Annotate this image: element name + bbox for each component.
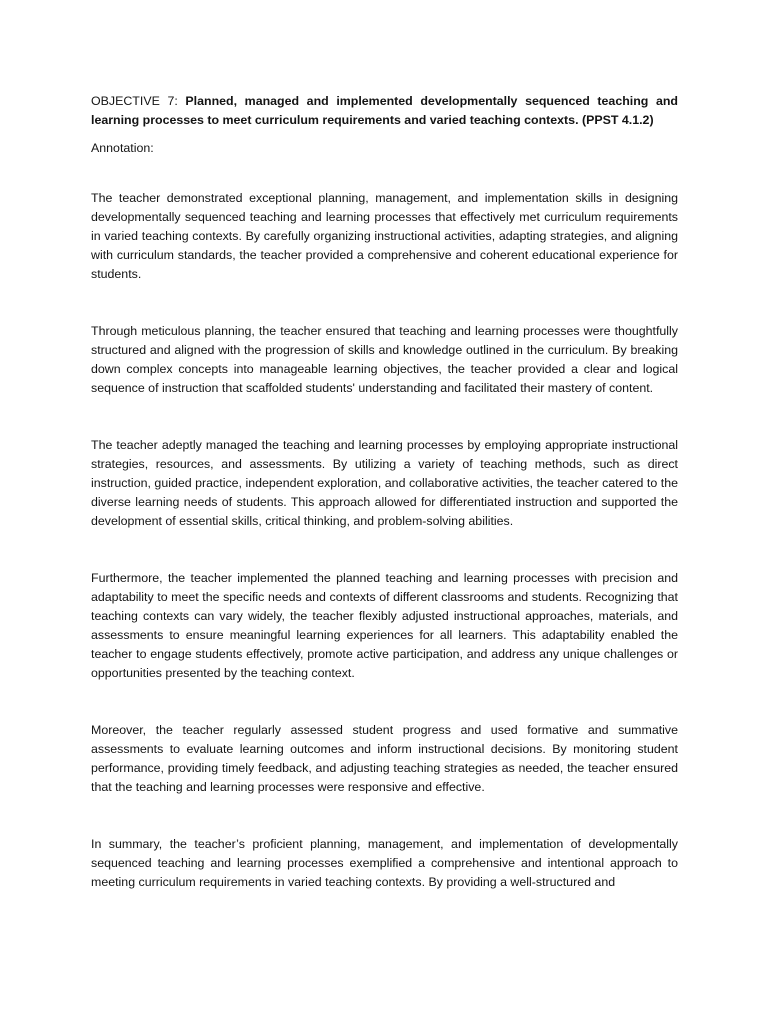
paragraph-1: The teacher demonstrated exceptional planning, management, and implementation skills in designing developmentally sequenced teaching and learning processes that effectively met curriculum requirements in varied teaching contexts. By carefully organizing instructional activities, adapting strategies, and aligning with curriculum standards, the teacher provided a comprehensive and coherent educational experience for students. — [91, 191, 678, 281]
objective-prefix: OBJECTIVE 7: — [91, 94, 186, 108]
paragraph-2: Through meticulous planning, the teacher ensured that teaching and learning processes were thoughtfully structured and aligned with the progression of skills and knowledge outlined in the curriculum. By breaking down complex concepts into manageable learning objectives, the teacher provided a clear and logical sequence of instruction that scaffolded students' understanding and facilitated their mastery of content. — [91, 324, 678, 395]
document-page — [91, 92, 678, 892]
objective-heading — [91, 92, 678, 130]
annotation-label: Annotation: — [91, 141, 154, 155]
paragraph-6: In summary, the teacher’s proficient planning, management, and implementation of developmentally sequenced teaching and learning processes exemplified a comprehensive and intentional approach to meeting curriculum requirements in varied teaching contexts. By providing a well-structured and — [91, 837, 678, 889]
paragraph-5: Moreover, the teacher regularly assessed student progress and used formative and summative assessments to evaluate learning outcomes and inform instructional decisions. By monitoring student performance, providing timely feedback, and adjusting teaching strategies as needed, the teacher ensured that the teaching and learning processes were responsive and effective. — [91, 723, 678, 794]
paragraph-3: The teacher adeptly managed the teaching and learning processes by employing appropriate instructional strategies, resources, and assessments. By utilizing a variety of teaching methods, such as direct instruction, guided practice, independent exploration, and collaborative activities, the teacher catered to the diverse learning needs of students. This approach allowed for differentiated instruction and supported the development of essential skills, critical thinking, and problem-solving abilities. — [91, 438, 678, 528]
objective-text: Planned, managed and implemented developmentally sequenced teaching and learning processes to meet curriculum requirements and varied teaching contexts. (PPST 4.1.2) — [91, 94, 678, 127]
paragraph-4: Furthermore, the teacher implemented the planned teaching and learning processes with precision and adaptability to meet the specific needs and contexts of different classrooms and students. Recognizing that teaching contexts can vary widely, the teacher flexibly adjusted instructional approaches, materials, and assessments to ensure meaningful learning experiences for all learners. This adaptability enabled the teacher to engage students effectively, promote active participation, and address any unique challenges or opportunities presented by the teaching context. — [91, 571, 678, 680]
